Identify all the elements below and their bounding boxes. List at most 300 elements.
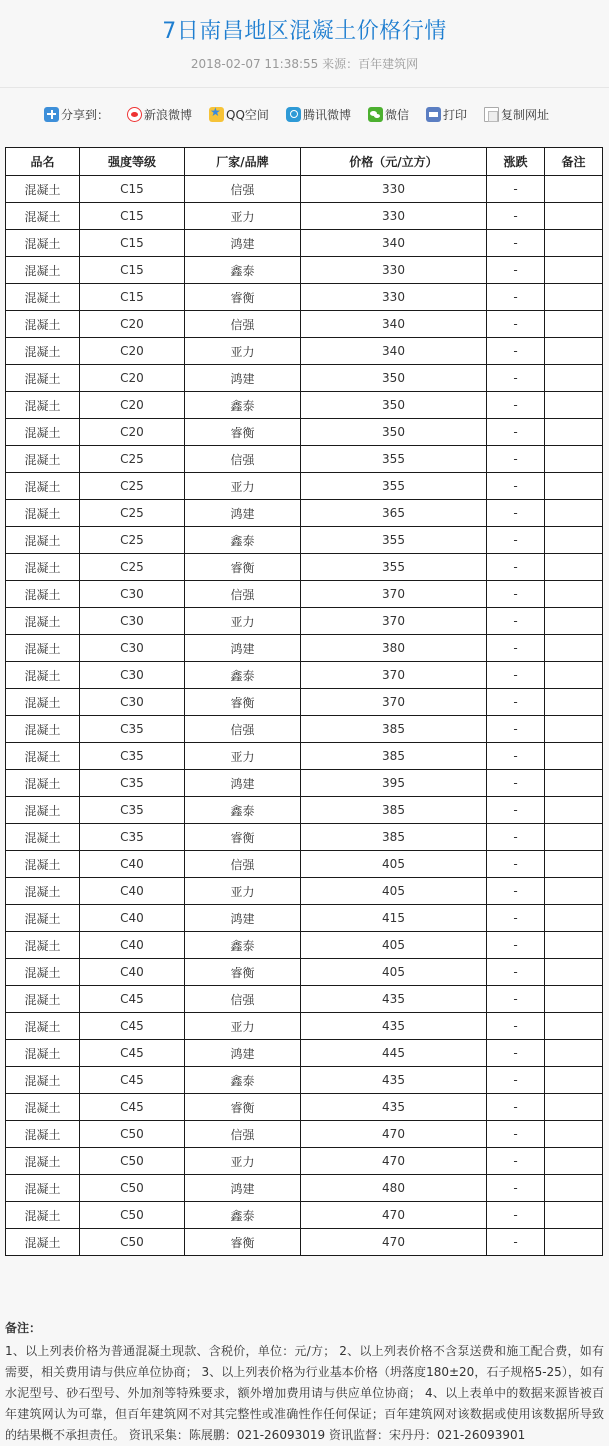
table-row (6, 257, 603, 284)
table-row (6, 500, 603, 527)
cell-product: 混凝土 (6, 1202, 80, 1229)
cell-product: 混凝土 (6, 662, 80, 689)
header-product: 品名 (6, 148, 80, 176)
table-body (6, 176, 603, 1256)
cell-product: 混凝土 (6, 176, 80, 203)
cell-remark (545, 554, 603, 581)
cell-product: 混凝土 (6, 446, 80, 473)
cell-brand: 鑫泰 (185, 797, 301, 824)
cell-remark (545, 635, 603, 662)
cell-brand: 睿衡 (185, 284, 301, 311)
cell-product: 混凝土 (6, 1148, 80, 1175)
cell-brand: 鸿建 (185, 905, 301, 932)
cell-price: 330 (301, 203, 487, 230)
cell-brand: 亚力 (185, 203, 301, 230)
cell-product: 混凝土 (6, 473, 80, 500)
table-row (6, 1148, 603, 1175)
cell-grade: C50 (80, 1121, 185, 1148)
cell-price: 385 (301, 716, 487, 743)
cell-brand: 鸿建 (185, 770, 301, 797)
cell-grade: C35 (80, 824, 185, 851)
cell-grade: C40 (80, 851, 185, 878)
table-row (6, 1202, 603, 1229)
cell-brand: 信强 (185, 716, 301, 743)
print-button[interactable] (426, 106, 467, 123)
cell-product: 混凝土 (6, 419, 80, 446)
cell-grade: C40 (80, 959, 185, 986)
cell-price: 350 (301, 419, 487, 446)
cell-price: 385 (301, 824, 487, 851)
cell-change: - (487, 716, 545, 743)
cell-grade: C15 (80, 203, 185, 230)
share-label: 分享到： (61, 107, 110, 122)
cell-grade: C45 (80, 1094, 185, 1121)
cell-product: 混凝土 (6, 500, 80, 527)
cell-remark (545, 1094, 603, 1121)
cell-grade: C20 (80, 338, 185, 365)
table-row (6, 1067, 603, 1094)
cell-product: 混凝土 (6, 689, 80, 716)
cell-remark (545, 203, 603, 230)
cell-change: - (487, 959, 545, 986)
cell-grade: C15 (80, 176, 185, 203)
cell-remark (545, 986, 603, 1013)
cell-change: - (487, 527, 545, 554)
cell-price: 365 (301, 500, 487, 527)
cell-product: 混凝土 (6, 905, 80, 932)
cell-change: - (487, 203, 545, 230)
cell-price: 405 (301, 878, 487, 905)
cell-product: 混凝土 (6, 932, 80, 959)
notes-heading: 备注： (5, 1321, 42, 1335)
cell-change: - (487, 230, 545, 257)
cell-grade: C30 (80, 581, 185, 608)
article-meta: 2018-02-07 11:38:55 来源：百年建筑网 (190, 57, 419, 71)
cell-brand: 亚力 (185, 608, 301, 635)
cell-brand: 鑫泰 (185, 662, 301, 689)
share-sina-weibo-label: 新浪微博 (144, 107, 193, 122)
cell-remark (545, 1121, 603, 1148)
cell-change: - (487, 500, 545, 527)
cell-product: 混凝土 (6, 1013, 80, 1040)
cell-grade: C40 (80, 878, 185, 905)
header-remark: 备注 (545, 148, 603, 176)
cell-remark (545, 1148, 603, 1175)
cell-change: - (487, 554, 545, 581)
notes-text: 1、以上列表价格为普通混凝土现款、含税价，单位：元/方； 2、以上列表价格不含泵送费和施工配合费，如有需要，相关费用请与供应单位协商； 3、以上列表价格为行业基本价格（坍落度180±20，石子规格5-25），如有水泥型号、砂石型号、外加剂等特殊要求，额外增加费用请与供应单位协商； 4、以上表单中的数据来源皆被百年建筑网认为可靠，但百年建筑网不对其完整性或准确性作任何保证；百年建筑网对该数据或使用该数据所导致的结果概不承担责任。 资讯采集：陈展鹏：021-26093019 资讯监督：宋丹丹：021-26093901 (5, 1344, 604, 1442)
cell-price: 445 (301, 1040, 487, 1067)
print-label: 打印 (442, 107, 467, 122)
cell-price: 340 (301, 230, 487, 257)
price-table (5, 147, 603, 1256)
cell-product: 混凝土 (6, 635, 80, 662)
cell-product: 混凝土 (6, 392, 80, 419)
table-row (6, 824, 603, 851)
cell-change: - (487, 662, 545, 689)
cell-brand: 亚力 (185, 878, 301, 905)
cell-grade: C30 (80, 635, 185, 662)
cell-remark (545, 851, 603, 878)
cell-product: 混凝土 (6, 554, 80, 581)
cell-remark (545, 230, 603, 257)
table-row (6, 878, 603, 905)
cell-remark (545, 581, 603, 608)
print-icon (426, 107, 441, 122)
cell-product: 混凝土 (6, 203, 80, 230)
cell-brand: 鑫泰 (185, 527, 301, 554)
cell-change: - (487, 905, 545, 932)
cell-brand: 鸿建 (185, 500, 301, 527)
table-row (6, 1013, 603, 1040)
table-row (6, 608, 603, 635)
table-row (6, 473, 603, 500)
cell-brand: 亚力 (185, 1148, 301, 1175)
cell-price: 380 (301, 635, 487, 662)
table-row (6, 662, 603, 689)
cell-change: - (487, 446, 545, 473)
cell-remark (545, 959, 603, 986)
table-row (6, 554, 603, 581)
page-title: 7日南昌地区混凝土价格行情 (162, 19, 447, 44)
share-qzone-button[interactable] (209, 106, 269, 123)
table-row (6, 932, 603, 959)
cell-product: 混凝土 (6, 311, 80, 338)
table-row (6, 1229, 603, 1256)
cell-price: 470 (301, 1202, 487, 1229)
cell-brand: 信强 (185, 851, 301, 878)
share-label-group[interactable] (44, 106, 109, 123)
cell-product: 混凝土 (6, 1040, 80, 1067)
cell-product: 混凝土 (6, 527, 80, 554)
cell-price: 370 (301, 581, 487, 608)
table-row (6, 797, 603, 824)
cell-change: - (487, 176, 545, 203)
cell-price: 415 (301, 905, 487, 932)
cell-brand: 睿衡 (185, 419, 301, 446)
header-divider (0, 87, 609, 88)
cell-price: 435 (301, 1094, 487, 1121)
cell-grade: C20 (80, 392, 185, 419)
cell-change: - (487, 257, 545, 284)
cell-remark (545, 176, 603, 203)
cell-product: 混凝土 (6, 1067, 80, 1094)
header-brand: 厂家/品牌 (185, 148, 301, 176)
cell-remark (545, 257, 603, 284)
cell-price: 470 (301, 1148, 487, 1175)
cell-brand: 鸿建 (185, 1040, 301, 1067)
qzone-icon (209, 107, 224, 122)
cell-remark (545, 1229, 603, 1256)
cell-brand: 亚力 (185, 338, 301, 365)
cell-price: 395 (301, 770, 487, 797)
cell-change: - (487, 1013, 545, 1040)
share-plus-icon (44, 107, 59, 122)
table-row (6, 689, 603, 716)
cell-remark (545, 311, 603, 338)
cell-price: 355 (301, 473, 487, 500)
cell-remark (545, 1013, 603, 1040)
cell-remark (545, 905, 603, 932)
cell-change: - (487, 797, 545, 824)
cell-brand: 鸿建 (185, 635, 301, 662)
cell-remark (545, 608, 603, 635)
cell-brand: 信强 (185, 311, 301, 338)
cell-grade: C25 (80, 473, 185, 500)
cell-change: - (487, 608, 545, 635)
cell-change: - (487, 932, 545, 959)
cell-product: 混凝土 (6, 770, 80, 797)
cell-change: - (487, 1148, 545, 1175)
table-row (6, 527, 603, 554)
table-row (6, 743, 603, 770)
table-row (6, 959, 603, 986)
cell-brand: 亚力 (185, 743, 301, 770)
cell-product: 混凝土 (6, 986, 80, 1013)
cell-remark (545, 284, 603, 311)
cell-remark (545, 1040, 603, 1067)
cell-grade: C35 (80, 770, 185, 797)
cell-remark (545, 1202, 603, 1229)
cell-grade: C25 (80, 446, 185, 473)
cell-remark (545, 365, 603, 392)
cell-grade: C15 (80, 230, 185, 257)
cell-brand: 鸿建 (185, 230, 301, 257)
cell-remark (545, 797, 603, 824)
share-bar (44, 104, 566, 124)
cell-product: 混凝土 (6, 1121, 80, 1148)
cell-product: 混凝土 (6, 743, 80, 770)
cell-brand: 睿衡 (185, 1229, 301, 1256)
notes-section (5, 1318, 604, 1446)
cell-brand: 信强 (185, 1121, 301, 1148)
cell-product: 混凝土 (6, 716, 80, 743)
cell-brand: 亚力 (185, 1013, 301, 1040)
cell-grade: C35 (80, 797, 185, 824)
share-tencent-weibo-label: 腾讯微博 (302, 107, 351, 122)
cell-remark (545, 419, 603, 446)
cell-change: - (487, 770, 545, 797)
cell-product: 混凝土 (6, 851, 80, 878)
share-wechat-label: 微信 (384, 107, 409, 122)
cell-grade: C25 (80, 500, 185, 527)
table-row (6, 446, 603, 473)
cell-brand: 信强 (185, 581, 301, 608)
table-row (6, 716, 603, 743)
cell-change: - (487, 1175, 545, 1202)
cell-brand: 信强 (185, 986, 301, 1013)
cell-brand: 睿衡 (185, 689, 301, 716)
cell-product: 混凝土 (6, 257, 80, 284)
cell-price: 435 (301, 1013, 487, 1040)
table-row (6, 851, 603, 878)
table-row (6, 230, 603, 257)
cell-change: - (487, 338, 545, 365)
tencent-weibo-icon (286, 107, 301, 122)
cell-brand: 睿衡 (185, 1094, 301, 1121)
cell-price: 470 (301, 1229, 487, 1256)
cell-grade: C35 (80, 716, 185, 743)
header-grade: 强度等级 (80, 148, 185, 176)
cell-price: 340 (301, 338, 487, 365)
cell-change: - (487, 851, 545, 878)
cell-remark (545, 473, 603, 500)
cell-grade: C45 (80, 1013, 185, 1040)
cell-price: 470 (301, 1121, 487, 1148)
cell-price: 370 (301, 662, 487, 689)
cell-change: - (487, 419, 545, 446)
cell-price: 405 (301, 959, 487, 986)
share-wechat-button[interactable] (368, 106, 409, 123)
cell-grade: C25 (80, 554, 185, 581)
cell-grade: C40 (80, 905, 185, 932)
table-row (6, 770, 603, 797)
cell-change: - (487, 689, 545, 716)
cell-price: 355 (301, 446, 487, 473)
cell-price: 435 (301, 1067, 487, 1094)
cell-remark (545, 824, 603, 851)
cell-grade: C15 (80, 284, 185, 311)
cell-price: 350 (301, 365, 487, 392)
cell-change: - (487, 743, 545, 770)
cell-remark (545, 527, 603, 554)
cell-brand: 鑫泰 (185, 257, 301, 284)
table-row (6, 284, 603, 311)
cell-change: - (487, 365, 545, 392)
cell-grade: C50 (80, 1229, 185, 1256)
cell-grade: C45 (80, 986, 185, 1013)
wechat-icon (368, 107, 383, 122)
cell-price: 385 (301, 743, 487, 770)
cell-grade: C50 (80, 1148, 185, 1175)
table-row (6, 338, 603, 365)
cell-remark (545, 770, 603, 797)
cell-change: - (487, 581, 545, 608)
cell-change: - (487, 284, 545, 311)
cell-remark (545, 716, 603, 743)
cell-grade: C50 (80, 1175, 185, 1202)
copy-link-label: 复制网址 (500, 107, 549, 122)
cell-price: 435 (301, 986, 487, 1013)
table-row (6, 419, 603, 446)
cell-change: - (487, 1121, 545, 1148)
cell-price: 385 (301, 797, 487, 824)
cell-change: - (487, 1229, 545, 1256)
cell-grade: C30 (80, 662, 185, 689)
header-change: 涨跌 (487, 148, 545, 176)
cell-grade: C30 (80, 689, 185, 716)
cell-grade: C20 (80, 419, 185, 446)
cell-price: 330 (301, 284, 487, 311)
table-row (6, 581, 603, 608)
cell-grade: C20 (80, 311, 185, 338)
share-tencent-weibo-button[interactable] (286, 106, 351, 123)
cell-change: - (487, 473, 545, 500)
cell-change: - (487, 1040, 545, 1067)
cell-grade: C50 (80, 1202, 185, 1229)
cell-product: 混凝土 (6, 608, 80, 635)
cell-product: 混凝土 (6, 338, 80, 365)
cell-remark (545, 689, 603, 716)
cell-brand: 鑫泰 (185, 1067, 301, 1094)
cell-grade: C40 (80, 932, 185, 959)
cell-change: - (487, 1202, 545, 1229)
cell-product: 混凝土 (6, 365, 80, 392)
cell-product: 混凝土 (6, 878, 80, 905)
cell-price: 330 (301, 257, 487, 284)
cell-product: 混凝土 (6, 1229, 80, 1256)
cell-remark (545, 743, 603, 770)
cell-price: 370 (301, 689, 487, 716)
cell-price: 355 (301, 554, 487, 581)
share-qzone-label: QQ空间 (226, 107, 269, 122)
cell-remark (545, 338, 603, 365)
table-row (6, 635, 603, 662)
cell-brand: 鑫泰 (185, 1202, 301, 1229)
cell-change: - (487, 392, 545, 419)
cell-product: 混凝土 (6, 284, 80, 311)
copy-link-icon (484, 107, 499, 122)
cell-product: 混凝土 (6, 824, 80, 851)
table-header-row (6, 148, 603, 176)
cell-brand: 鑫泰 (185, 392, 301, 419)
cell-price: 405 (301, 932, 487, 959)
table-row (6, 986, 603, 1013)
cell-change: - (487, 311, 545, 338)
cell-price: 405 (301, 851, 487, 878)
cell-product: 混凝土 (6, 1175, 80, 1202)
cell-product: 混凝土 (6, 581, 80, 608)
cell-brand: 亚力 (185, 473, 301, 500)
cell-remark (545, 932, 603, 959)
copy-link-button[interactable] (484, 106, 549, 123)
table-row (6, 905, 603, 932)
cell-change: - (487, 986, 545, 1013)
cell-brand: 信强 (185, 176, 301, 203)
cell-change: - (487, 824, 545, 851)
table-row (6, 1121, 603, 1148)
cell-price: 350 (301, 392, 487, 419)
cell-product: 混凝土 (6, 230, 80, 257)
cell-price: 370 (301, 608, 487, 635)
cell-product: 混凝土 (6, 797, 80, 824)
sina-weibo-icon (127, 107, 142, 122)
cell-brand: 睿衡 (185, 959, 301, 986)
cell-brand: 睿衡 (185, 554, 301, 581)
cell-brand: 鑫泰 (185, 932, 301, 959)
cell-price: 355 (301, 527, 487, 554)
cell-remark (545, 1175, 603, 1202)
cell-change: - (487, 1067, 545, 1094)
cell-grade: C45 (80, 1040, 185, 1067)
cell-brand: 睿衡 (185, 824, 301, 851)
cell-change: - (487, 635, 545, 662)
cell-remark (545, 662, 603, 689)
cell-product: 混凝土 (6, 1094, 80, 1121)
cell-price: 480 (301, 1175, 487, 1202)
cell-change: - (487, 878, 545, 905)
cell-grade: C45 (80, 1067, 185, 1094)
table-row (6, 365, 603, 392)
table-row (6, 1040, 603, 1067)
cell-change: - (487, 1094, 545, 1121)
cell-brand: 鸿建 (185, 1175, 301, 1202)
share-sina-weibo-button[interactable] (127, 106, 192, 123)
cell-remark (545, 500, 603, 527)
cell-grade: C35 (80, 743, 185, 770)
cell-price: 330 (301, 176, 487, 203)
cell-remark (545, 878, 603, 905)
cell-remark (545, 446, 603, 473)
